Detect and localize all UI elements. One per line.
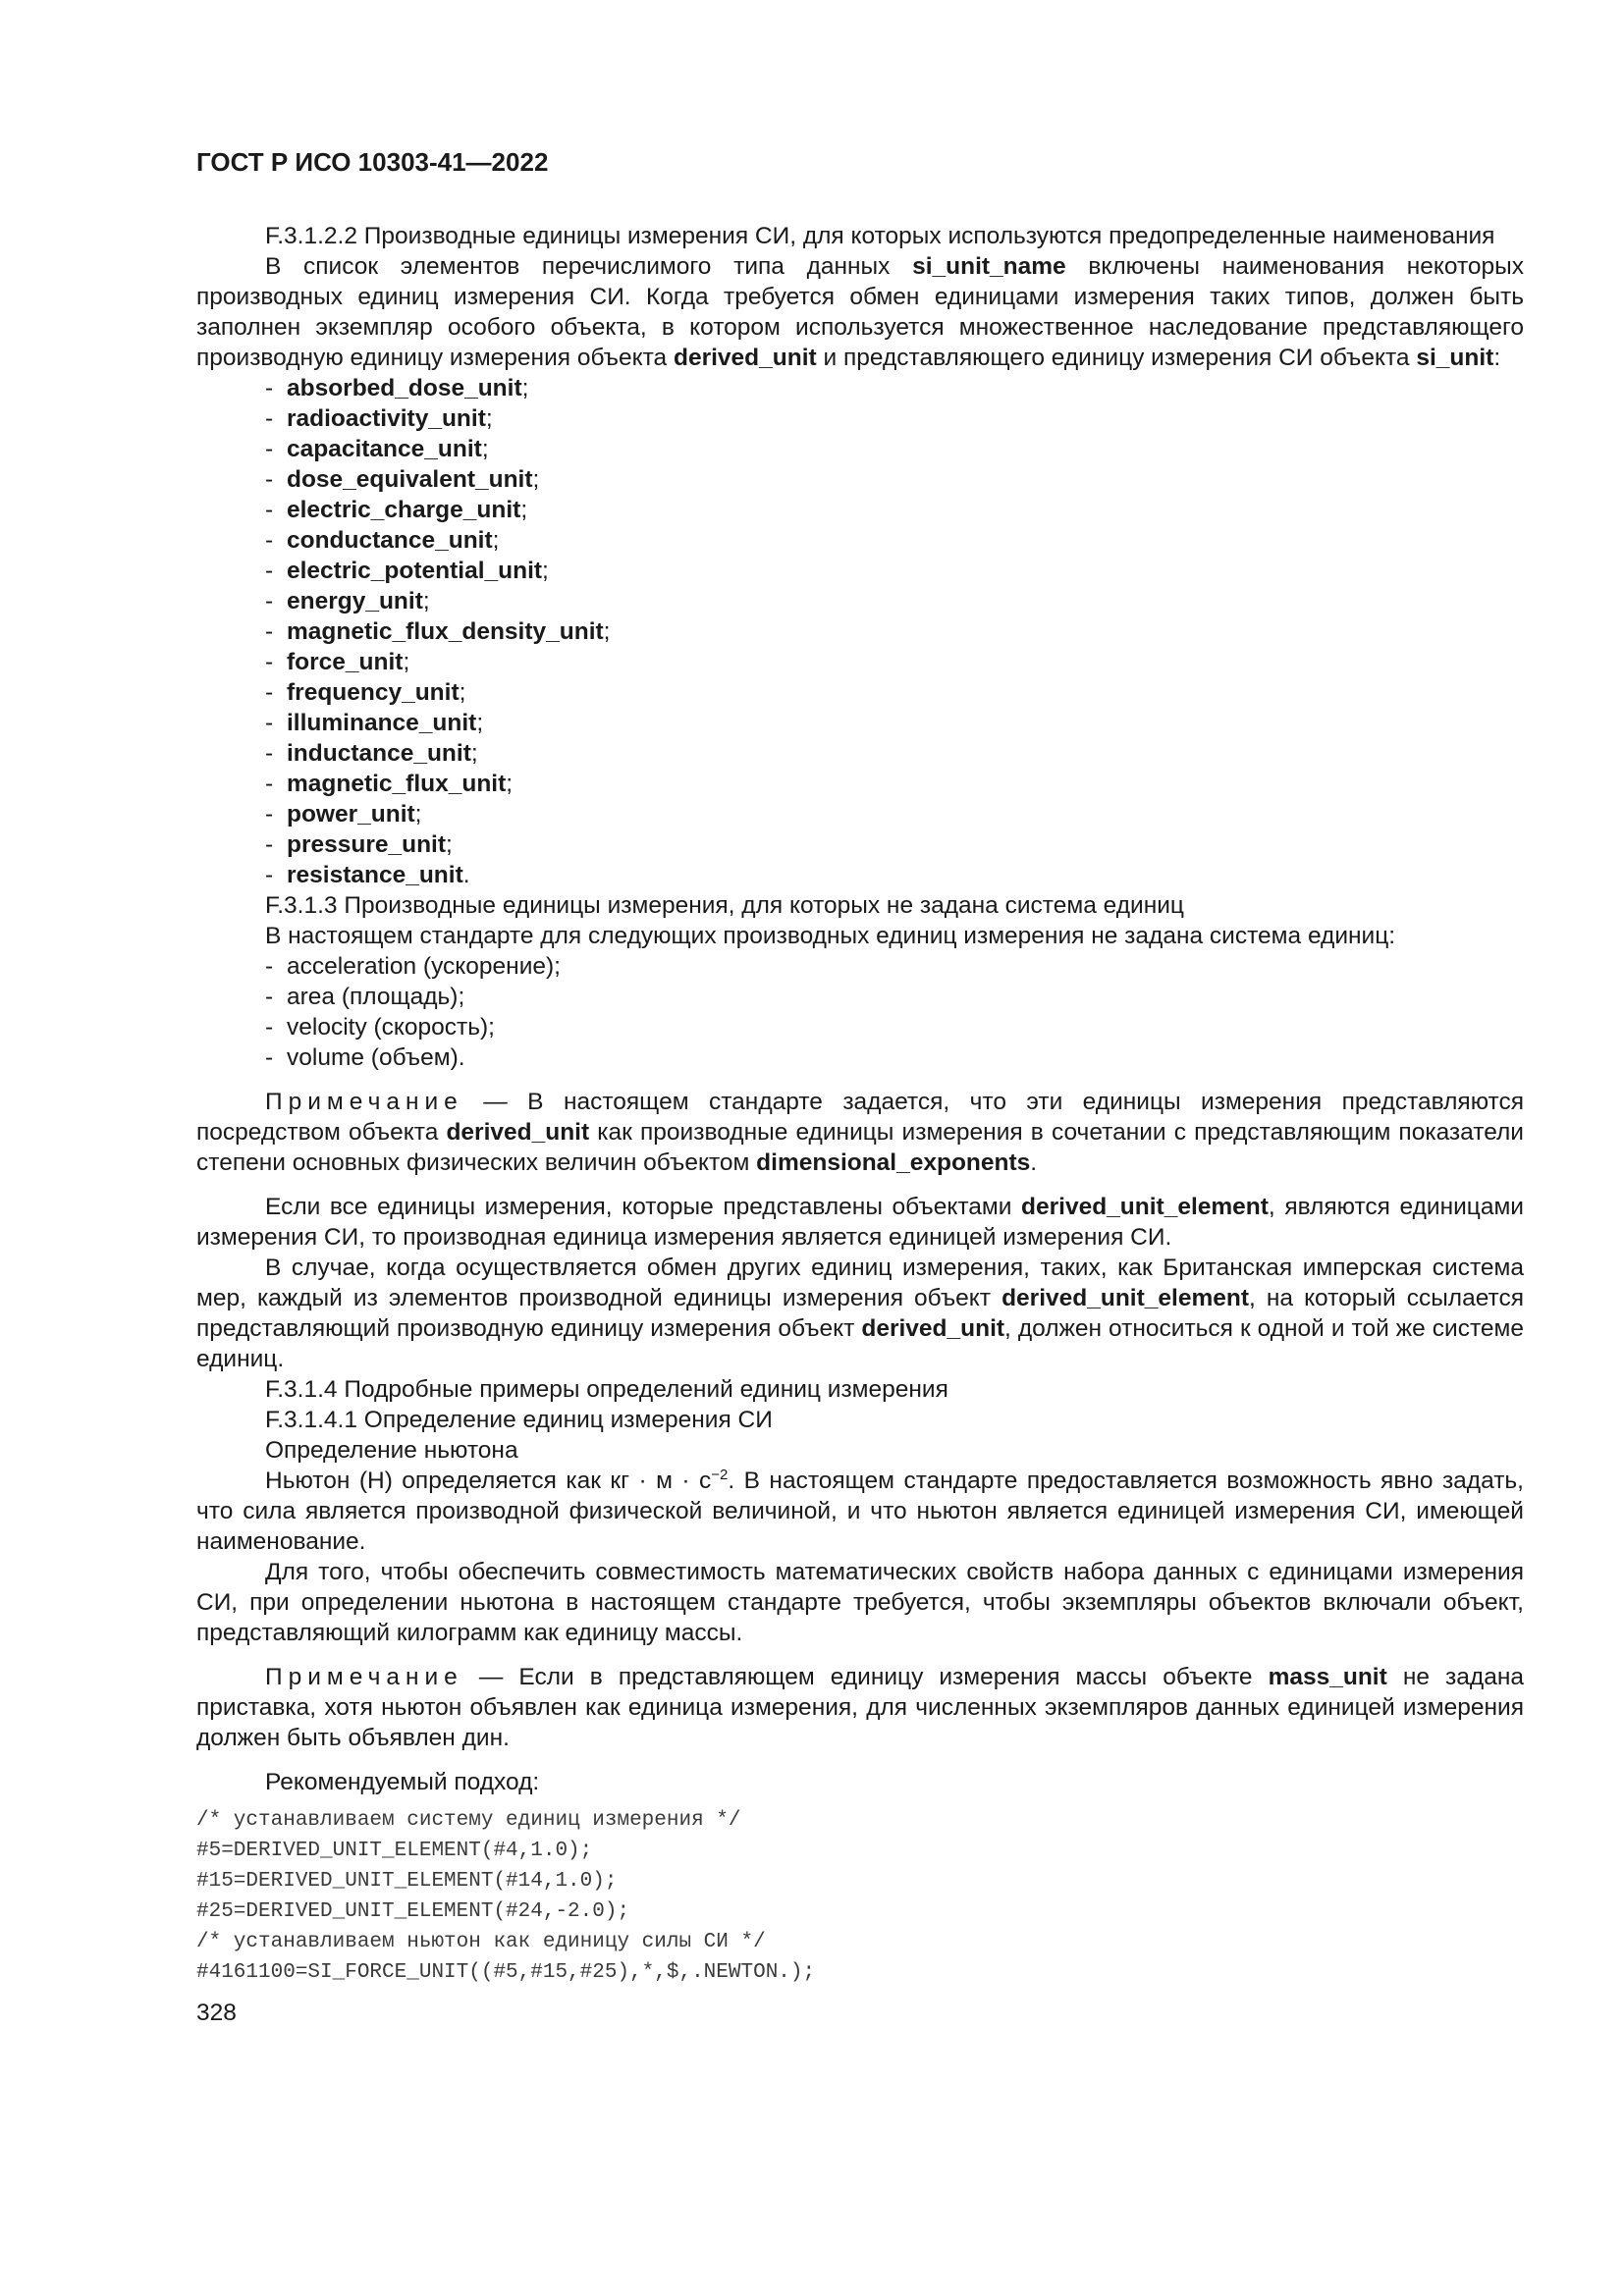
list-item: [265, 616, 1524, 647]
paragraph-newton-definition: Ньютон (Н) определяется как кг · $м \cdot с^{-2}$. В настоящем стандарте предоставляется возможность явно задать, что сила является производной физической величиной, и что ньютон является единицей измерения СИ, имеющей наименование.: [196, 1466, 1524, 1555]
list-dash: -: [265, 436, 274, 462]
list-item: [265, 373, 1524, 403]
list-item: [265, 495, 1524, 525]
list-item: [265, 799, 1524, 829]
list-dash: -: [265, 588, 274, 614]
unit-name: resistance_unit: [287, 862, 463, 888]
code-example: [196, 1805, 1524, 1988]
unit-name: power_unit: [287, 801, 415, 828]
list-separator: ;: [476, 710, 484, 736]
list-separator: ;: [520, 497, 528, 523]
list-dash: -: [265, 405, 274, 432]
unit-name: illuminance_unit: [287, 710, 477, 736]
list-item: [265, 586, 1524, 616]
unit-name: energy_unit: [287, 588, 423, 614]
list-item: [265, 556, 1524, 586]
code-line: /* устанавливаем систему единиц измерения */: [196, 1809, 741, 1832]
list-item-text: velocity (скорость);: [287, 1014, 495, 1041]
list-separator: .: [462, 862, 470, 888]
list-separator: ;: [459, 679, 466, 706]
note-label: Примечание: [265, 1089, 463, 1115]
list-separator: ;: [446, 831, 453, 858]
unit-name: frequency_unit: [287, 679, 460, 706]
list-item: [265, 1042, 1524, 1073]
section-heading-f31221: F.3.1.2.2 Производные единицы измерения СИ, для которых используются предопределенные наименования: [265, 223, 1495, 249]
list-dash: -: [265, 771, 274, 797]
page-number: 328: [196, 2000, 237, 2026]
list-item: [265, 403, 1524, 434]
unit-name: dose_equivalent_unit: [287, 466, 533, 493]
list-dash: -: [265, 862, 274, 888]
paragraph-compatibility: Для того, чтобы обеспечить совместимость математических свойств набора данных с единицами измерения СИ, при определении ньютона в настоящем стандарте требуется, чтобы экземпляры объектов включали объект, представляющий килограмм как единицу массы.: [196, 1559, 1524, 1646]
list-dash: -: [265, 618, 274, 645]
list-item: [265, 951, 1524, 982]
list-item-text: area (площадь);: [287, 984, 465, 1010]
subheading-newton: Определение ньютона: [265, 1437, 518, 1464]
code-line: /* устанавливаем ньютон как единицу силы СИ */: [196, 1931, 766, 1953]
list-item: [265, 434, 1524, 464]
list-separator: ;: [485, 405, 493, 432]
unit-name: conductance_unit: [287, 527, 493, 554]
list-dash: -: [265, 953, 274, 980]
list-item: [265, 1012, 1524, 1042]
list-item: [265, 738, 1524, 769]
unit-name: electric_charge_unit: [287, 497, 521, 523]
unit-name: electric_potential_unit: [287, 558, 543, 584]
list-item: [265, 677, 1524, 708]
document-header: ГОСТ Р ИСО 10303-41—2022: [196, 147, 549, 177]
recommended-approach-label: Рекомендуемый подход:: [265, 1769, 540, 1795]
list-dash: -: [265, 679, 274, 706]
list-item: [265, 769, 1524, 799]
document-page: [196, 147, 1524, 2028]
code-line: #15=DERIVED_UNIT_ELEMENT(#14,1.0);: [196, 1870, 618, 1893]
section-heading-f314: F.3.1.4 Подробные примеры определений единиц измерения: [265, 1376, 948, 1403]
list-separator: ;: [532, 466, 540, 493]
unit-name: magnetic_flux_unit: [287, 771, 507, 797]
section-heading-f313: F.3.1.3 Производные единицы измерения, для которых не задана система единиц: [265, 892, 1184, 919]
note-derived-unit: Примечание — В настоящем стандарте задается, что эти единицы измерения представляются посредством объекта derived_unit как производные единицы измерения в сочетании с представляющим показатели степени основных физических величин объектом dimensional_exponents.: [196, 1089, 1524, 1176]
list-separator: ;: [422, 588, 430, 614]
paragraph-all-si: Если все единицы измерения, которые представлены объектами derived_unit_element, являются единицами измерения СИ, то производная единица измерения является единицей измерения СИ.: [196, 1194, 1524, 1251]
list-item-text: acceleration (ускорение);: [287, 953, 561, 980]
list-dash: -: [265, 527, 274, 554]
unit-name: pressure_unit: [287, 831, 447, 858]
section-heading-f3141: F.3.1.4.1 Определение единиц измерения СИ: [265, 1407, 773, 1433]
list-dash: -: [265, 649, 274, 675]
note-label: Примечание: [265, 1664, 463, 1690]
list-dash: -: [265, 1014, 274, 1041]
list-separator: ;: [492, 527, 500, 554]
list-separator: ;: [506, 771, 514, 797]
list-separator: ;: [403, 649, 410, 675]
list-dash: -: [265, 710, 274, 736]
list-item-text: volume (объем).: [287, 1044, 465, 1071]
code-line: #25=DERIVED_UNIT_ELEMENT(#24,-2.0);: [196, 1900, 630, 1923]
list-item: [265, 708, 1524, 738]
list-dash: -: [265, 375, 274, 401]
unit-name: inductance_unit: [287, 740, 471, 767]
list-item: [265, 525, 1524, 556]
note-mass-unit: Примечание — Если в представляющем единицу измерения массы объекте mass_unit не задана приставка, хотя ньютон объявлен как единица измерения, для численных экземпляров данных единицей измерения должен быть объявлен дин.: [196, 1664, 1524, 1751]
paragraph-si-unit-name: В список элементов перечислимого типа данных si_unit_name включены наименования некоторых производных единиц измерения СИ. Когда требуется обмен единицами измерения таких типов, должен быть заполнен экземпляр особого объекта, в котором используется множественное наследование представляющего производную единицу измерения объекта derived_unit и представляющего единицу измерения СИ объекта si_unit:: [196, 253, 1524, 371]
code-line: #5=DERIVED_UNIT_ELEMENT(#4,1.0);: [196, 1840, 593, 1862]
list-separator: ;: [414, 801, 422, 828]
list-separator: ;: [542, 558, 549, 584]
unit-name: force_unit: [287, 649, 404, 675]
list-separator: ;: [470, 740, 478, 767]
paragraph-british-system: В случае, когда осуществляется обмен других единиц измерения, таких, как Британская имперская система мер, каждый из элементов производной единицы измерения объект derived_unit_element, на который ссылается представляющий производную единицу измерения объект derived_unit, должен относиться к одной и той же системе единиц.: [196, 1255, 1525, 1372]
list-item: [265, 860, 1524, 890]
list-dash: -: [265, 497, 274, 523]
list-dash: -: [265, 801, 274, 828]
list-dash: -: [265, 740, 274, 767]
code-line: #4161100=SI_FORCE_UNIT((#5,#15,#25),*,$,.NEWTON.);: [196, 1961, 816, 1984]
unit-name: magnetic_flux_density_unit: [287, 618, 604, 645]
unit-name: radioactivity_unit: [287, 405, 486, 432]
no-system-units-list: [196, 951, 1524, 1073]
list-item: [265, 982, 1524, 1012]
unit-name: capacitance_unit: [287, 436, 482, 462]
paragraph-no-unit-system: В настоящем стандарте для следующих производных единиц измерения не задана система единиц:: [265, 923, 1396, 949]
list-item: [265, 647, 1524, 677]
list-dash: -: [265, 1044, 274, 1071]
list-separator: ;: [603, 618, 611, 645]
list-dash: -: [265, 558, 274, 584]
si-units-list: [196, 373, 1524, 890]
list-separator: ;: [521, 375, 529, 401]
list-dash: -: [265, 466, 274, 493]
list-dash: -: [265, 984, 274, 1010]
unit-name: absorbed_dose_unit: [287, 375, 522, 401]
list-item: [265, 829, 1524, 860]
list-dash: -: [265, 831, 274, 858]
list-item: [265, 464, 1524, 495]
list-separator: ;: [481, 436, 489, 462]
